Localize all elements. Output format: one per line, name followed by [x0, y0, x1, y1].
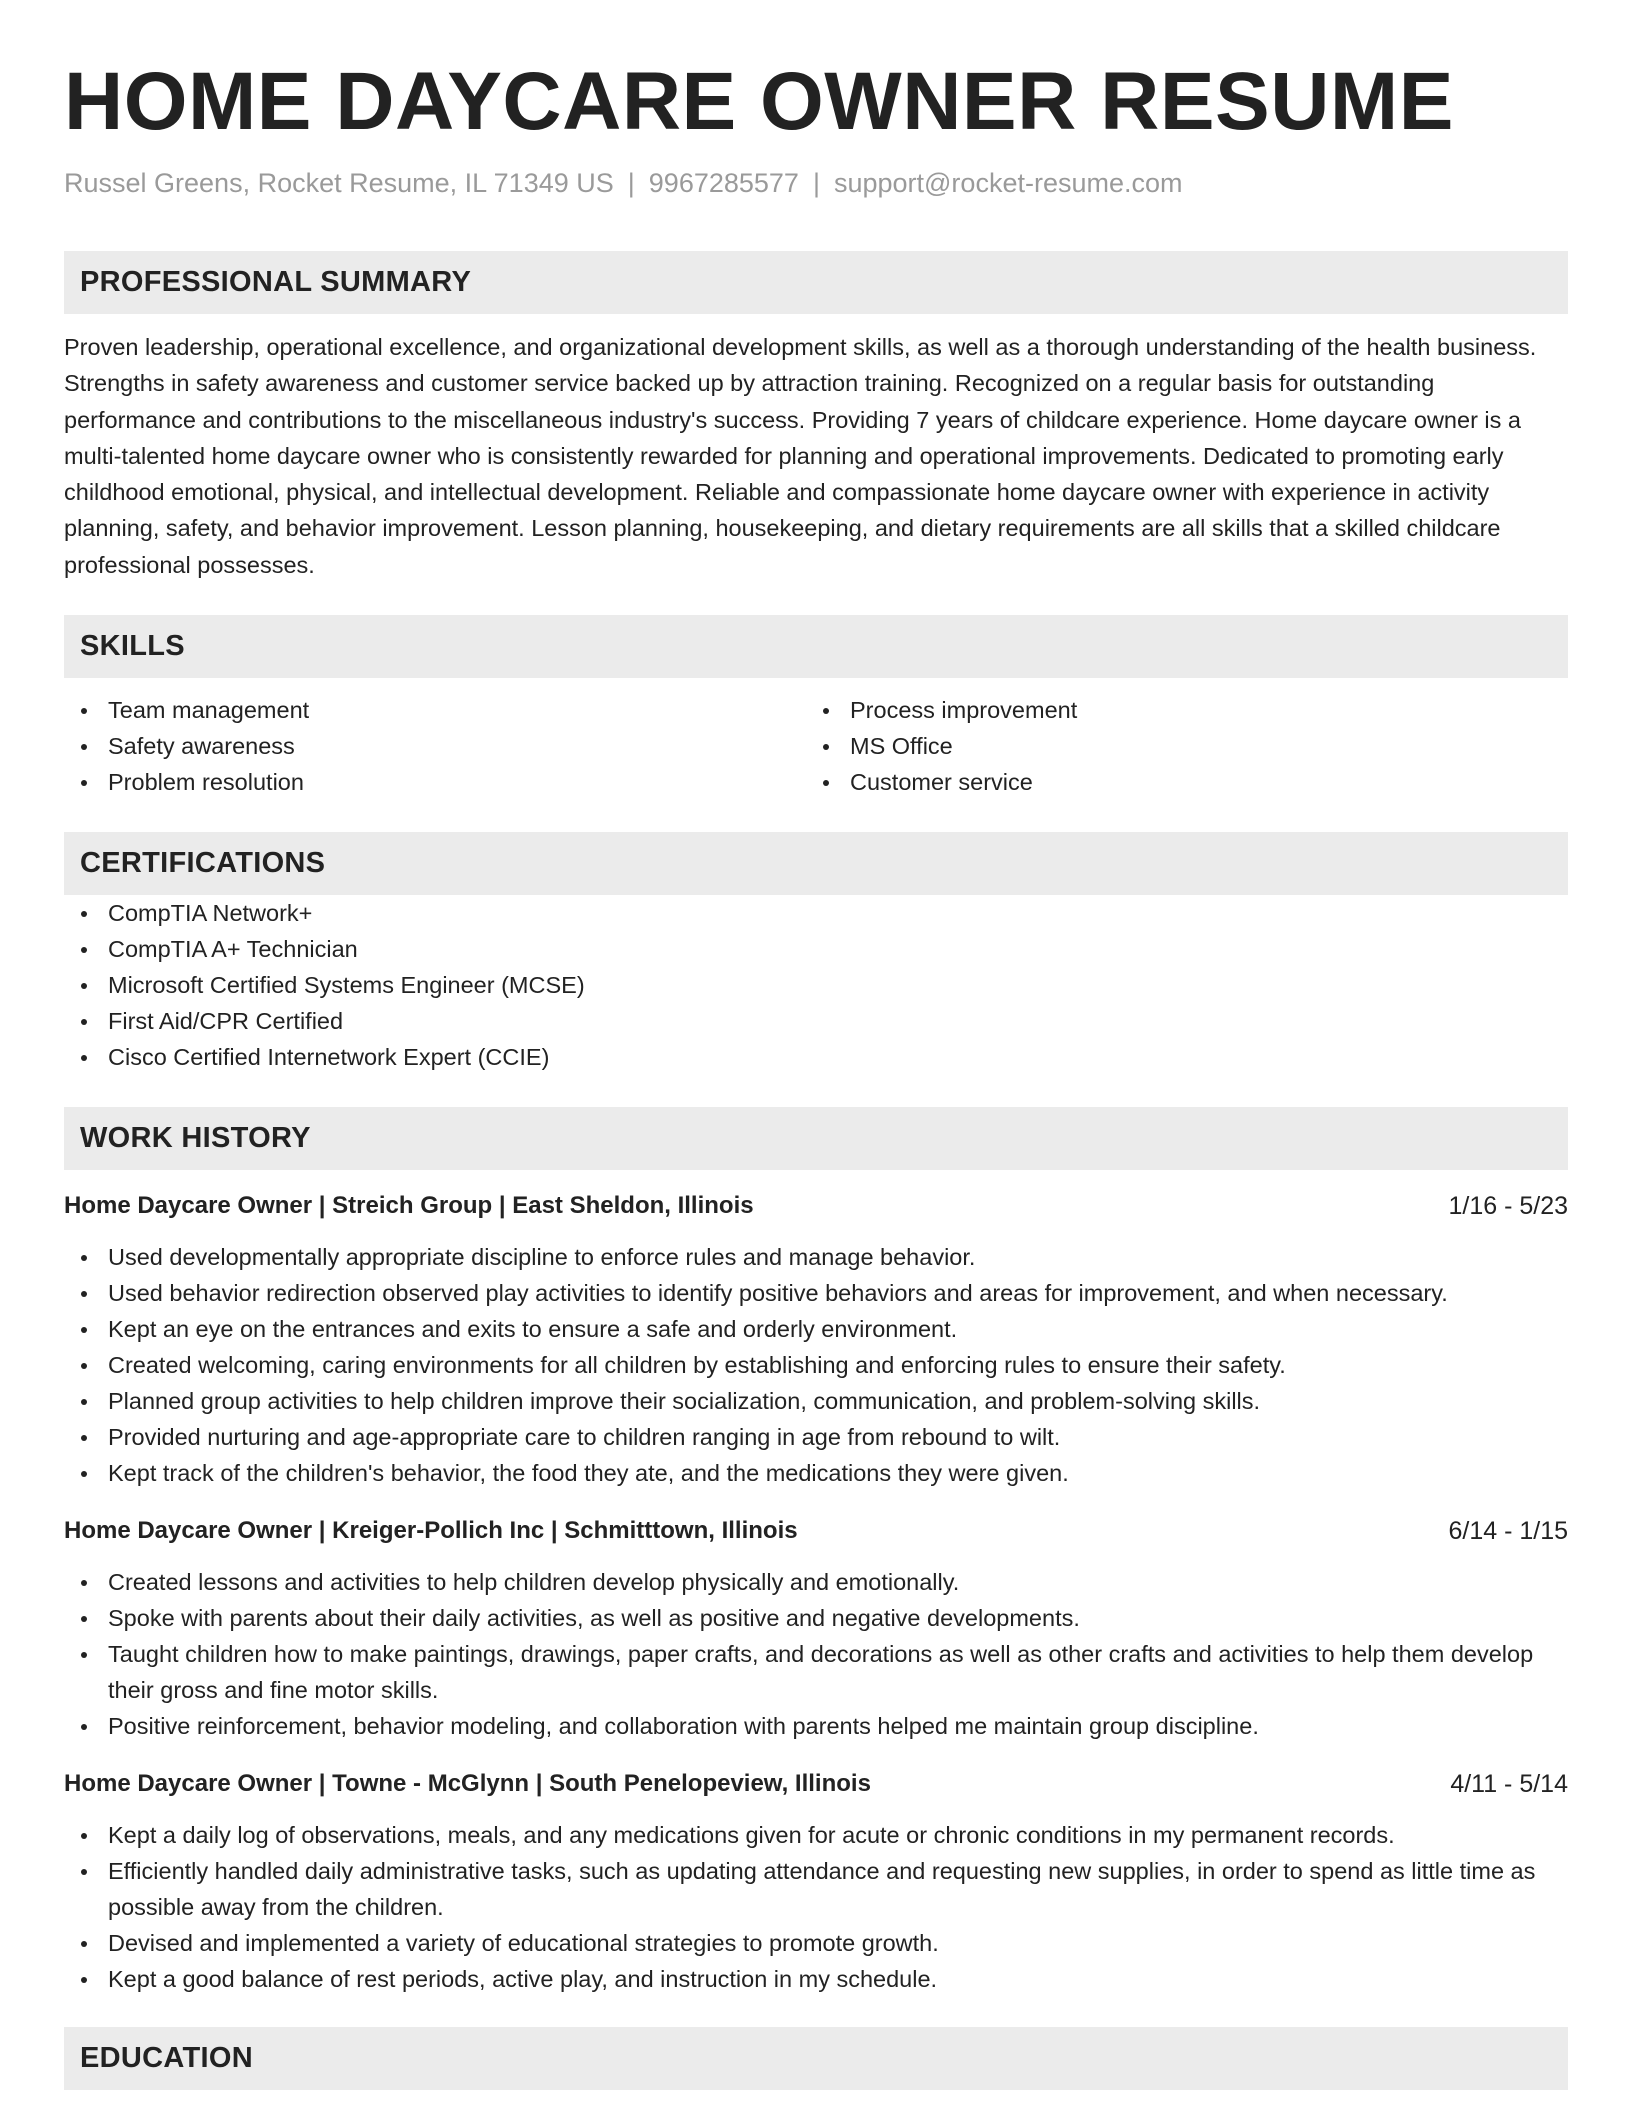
contact-separator: |: [812, 168, 820, 198]
job-bullet: Created lessons and activities to help children develop physically and emotionally.: [64, 1564, 1568, 1600]
job-entry: [64, 1768, 1568, 1997]
job-bullet: Planned group activities to help children improve their socialization, communication, and problem-solving skills.: [64, 1383, 1568, 1419]
certifications-heading: CERTIFICATIONS: [64, 832, 1568, 895]
summary-text: Proven leadership, operational excellence, and organizational development skills, as well as a thorough understanding of the health business. Strengths in safety awareness and customer service backed up by attraction training. Recognized on a regular basis for outstanding performance and contributions to the miscellaneous industry's success. Providing 7 years of childcare experience. Home daycare owner is a multi-talented home daycare owner who is consistently rewarded for planning and operational improvements. Dedicated to promoting early childhood emotional, physical, and intellectual development. Reliable and compassionate home daycare owner with experience in activity planning, safety, and behavior improvement. Lesson planning, housekeeping, and dietary requirements are all skills that a skilled childcare professional possesses.: [64, 334, 1537, 578]
skill-item: Problem resolution: [64, 764, 806, 800]
job-title: Home Daycare Owner | Towne - McGlynn | South Penelopeview, Illinois: [64, 1770, 871, 1798]
job-dates: 1/16 - 5/23: [1448, 1192, 1568, 1221]
job-title: Home Daycare Owner | Kreiger-Pollich Inc | Schmitttown, Illinois: [64, 1517, 798, 1545]
certification-item: Cisco Certified Internetwork Expert (CCIE): [64, 1039, 1568, 1075]
job-dates: 6/14 - 1/15: [1448, 1517, 1568, 1546]
job-entry: [64, 1515, 1568, 1744]
contact-email: support@rocket-resume.com: [833, 168, 1183, 198]
skill-item: Safety awareness: [64, 728, 806, 764]
skills-columns: [64, 692, 1568, 800]
contact-separator: |: [627, 168, 635, 198]
certification-item: Microsoft Certified Systems Engineer (MCSE): [64, 967, 1568, 1003]
job-bullet: Efficiently handled daily administrative tasks, such as updating attendance and requesting new supplies, in order to spend as little time as possible away from the children.: [64, 1853, 1568, 1925]
job-bullet: Kept an eye on the entrances and exits to ensure a safe and orderly environment.: [64, 1311, 1568, 1347]
job-title: Home Daycare Owner | Streich Group | East Sheldon, Illinois: [64, 1192, 754, 1220]
job-bullet: Spoke with parents about their daily activities, as well as positive and negative developments.: [64, 1600, 1568, 1636]
job-bullet: Used behavior redirection observed play activities to identify positive behaviors and areas for improvement, and when necessary.: [64, 1275, 1568, 1311]
certifications-list: [64, 895, 1568, 1075]
job-header: [64, 1515, 1568, 1547]
job-bullets: [64, 1239, 1568, 1491]
page-title: HOME DAYCARE OWNER RESUME: [64, 56, 1454, 147]
summary-heading: PROFESSIONAL SUMMARY: [64, 251, 1568, 314]
contact-line: [64, 166, 1568, 200]
skills-heading: SKILLS: [64, 615, 1568, 678]
certification-item: First Aid/CPR Certified: [64, 1003, 1568, 1039]
job-bullets: [64, 1817, 1568, 1997]
job-bullets: [64, 1564, 1568, 1744]
certification-item: CompTIA A+ Technician: [64, 931, 1568, 967]
job-bullet: Kept a daily log of observations, meals, and any medications given for acute or chronic conditions in my permanent records.: [64, 1817, 1568, 1853]
work-history-heading: WORK HISTORY: [64, 1107, 1568, 1170]
skills-column-left: [64, 692, 806, 800]
job-header: [64, 1190, 1568, 1222]
skill-item: MS Office: [806, 728, 1548, 764]
contact-address: Russel Greens, Rocket Resume, IL 71349 US: [64, 168, 614, 198]
job-header: [64, 1768, 1568, 1800]
job-bullet: Provided nurturing and age-appropriate care to children ranging in age from rebound to wilt.: [64, 1419, 1568, 1455]
resume-page: [64, 0, 1568, 2090]
job-bullet: Kept a good balance of rest periods, active play, and instruction in my schedule.: [64, 1961, 1568, 1997]
job-bullet: Used developmentally appropriate discipline to enforce rules and manage behavior.: [64, 1239, 1568, 1275]
job-bullet: Taught children how to make paintings, drawings, paper crafts, and decorations as well as other crafts and activities to help them develop their gross and fine motor skills.: [64, 1636, 1568, 1708]
education-heading: EDUCATION: [64, 2027, 1568, 2090]
job-entry: [64, 1190, 1568, 1491]
skills-column-right: [806, 692, 1548, 800]
skill-item: Process improvement: [806, 692, 1548, 728]
job-bullet: Kept track of the children's behavior, the food they ate, and the medications they were given.: [64, 1455, 1568, 1491]
skill-item: Customer service: [806, 764, 1548, 800]
skill-item: Team management: [64, 692, 806, 728]
job-bullet: Positive reinforcement, behavior modeling, and collaboration with parents helped me maintain group discipline.: [64, 1708, 1568, 1744]
contact-phone: 9967285577: [648, 168, 799, 198]
certification-item: CompTIA Network+: [64, 895, 1568, 931]
job-dates: 4/11 - 5/14: [1450, 1770, 1568, 1799]
job-bullet: Created welcoming, caring environments for all children by establishing and enforcing rules to ensure their safety.: [64, 1347, 1568, 1383]
job-bullet: Devised and implemented a variety of educational strategies to promote growth.: [64, 1925, 1568, 1961]
